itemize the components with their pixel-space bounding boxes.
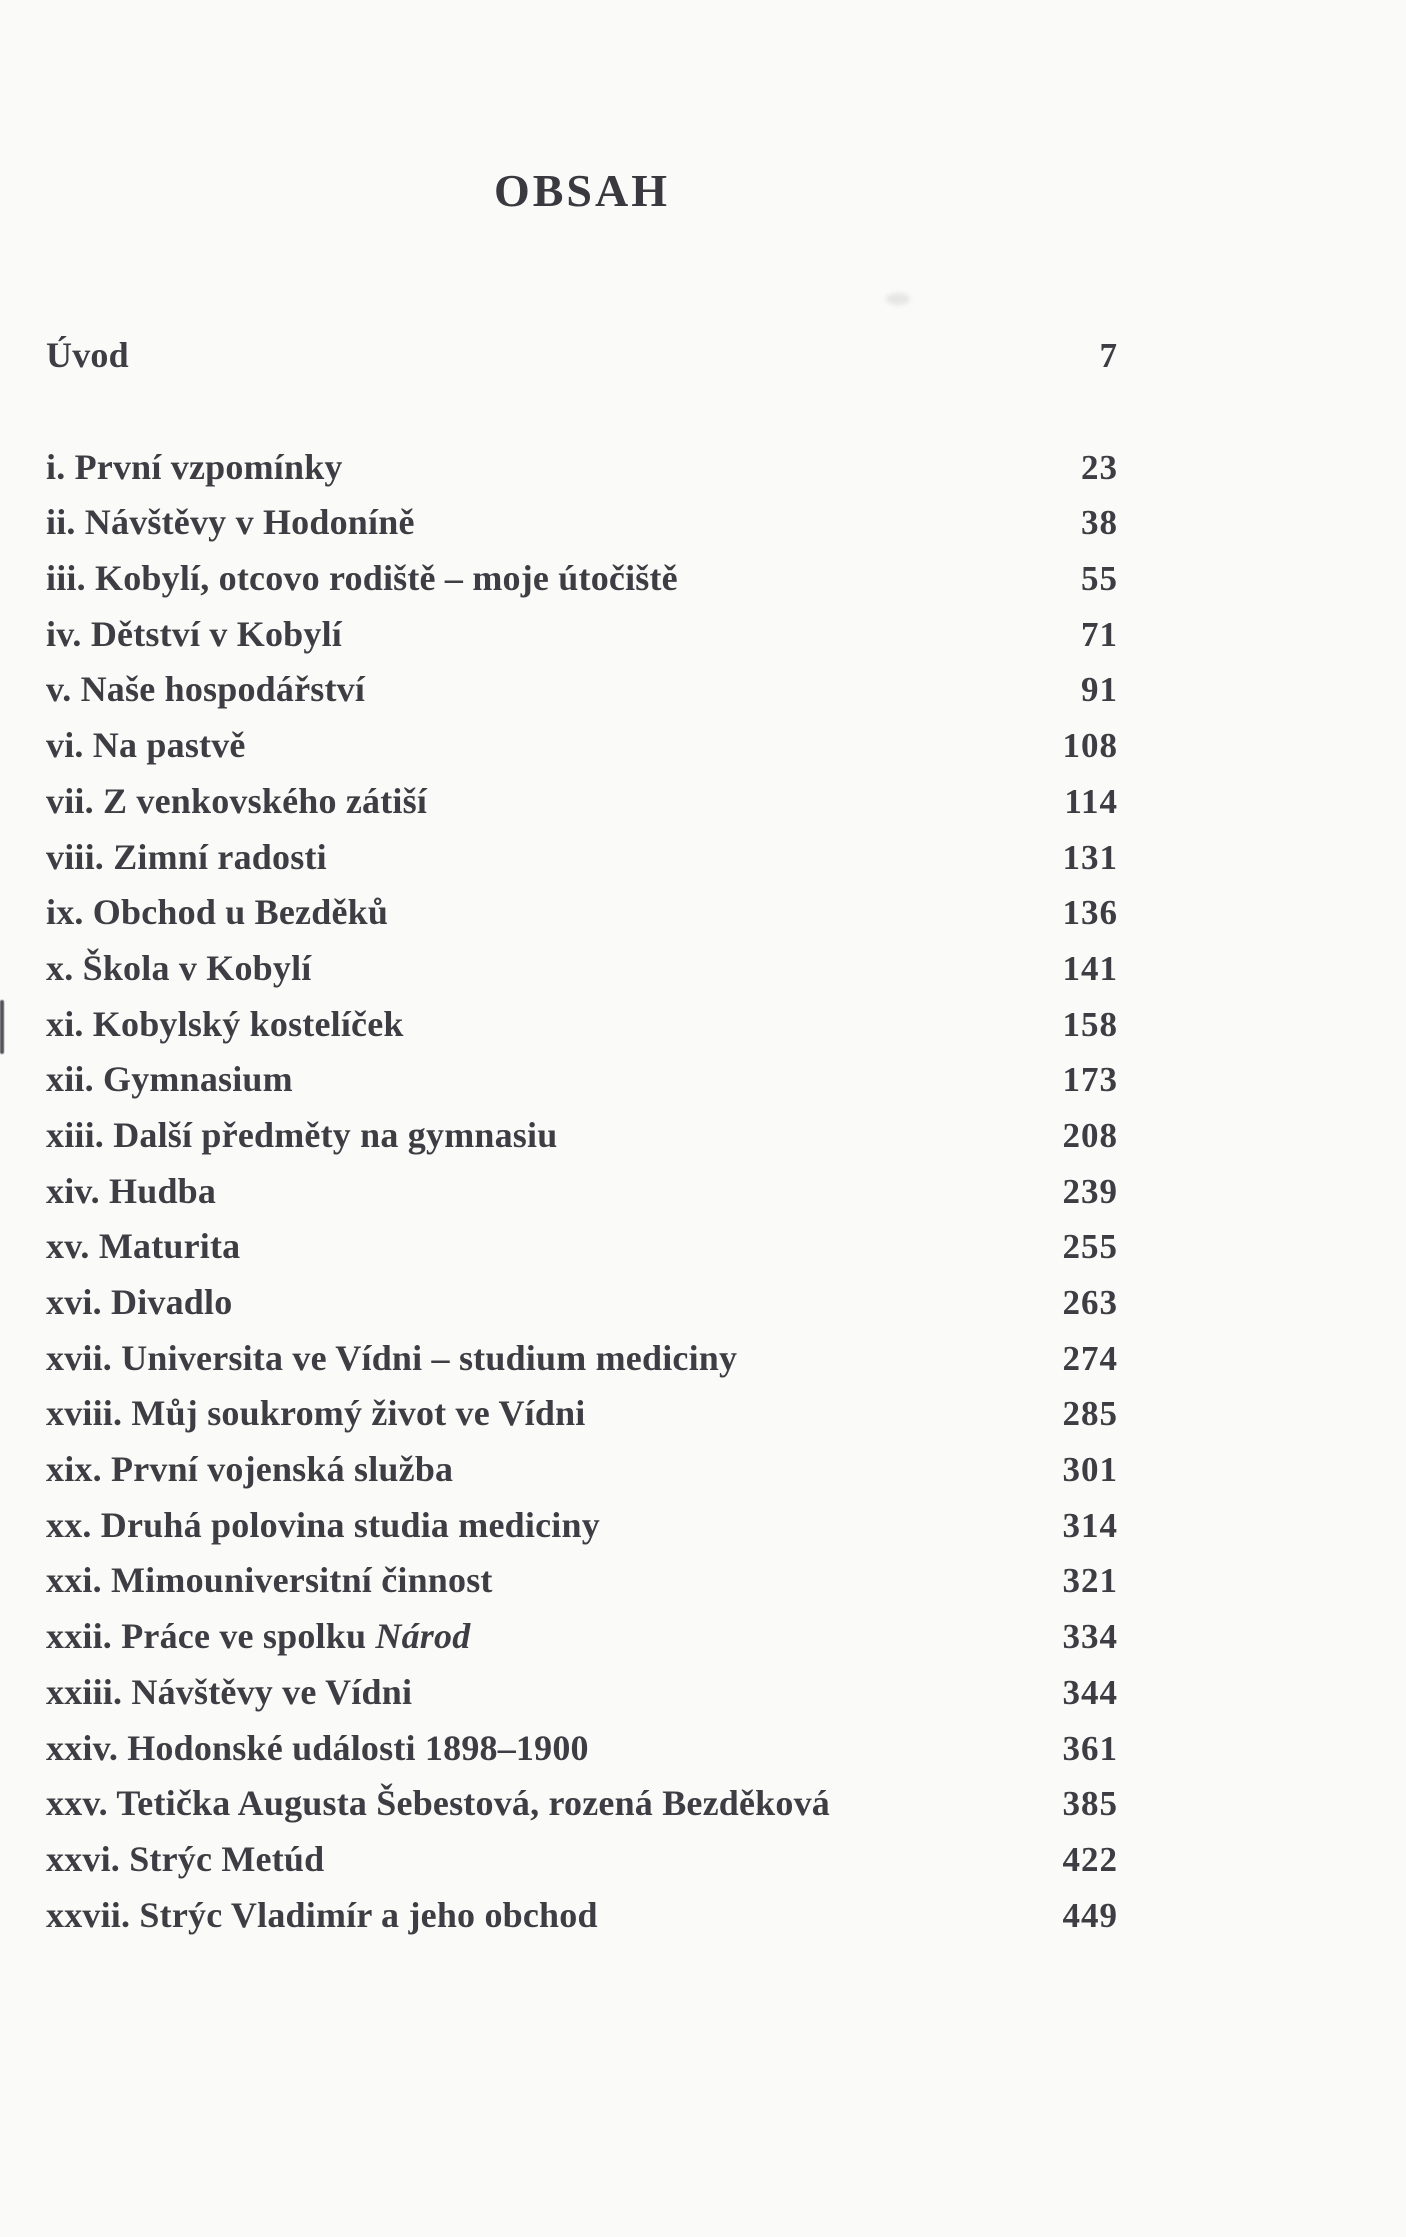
toc-entry-row: [46, 607, 1118, 663]
toc-entry-label: vi. Na pastvě: [46, 725, 246, 766]
toc-entry-row: [46, 1832, 1118, 1888]
toc-entry-row: [46, 1665, 1118, 1721]
toc-entry-page: 334: [1062, 1617, 1118, 1657]
toc-entry-label: xxiv. Hodonské události 1898–1900: [46, 1727, 589, 1768]
toc-intro-label: Úvod: [46, 335, 129, 375]
toc-entry-row: [46, 830, 1118, 886]
toc-entry-label: i. První vzpomínky: [46, 446, 343, 487]
toc-entry-page: 314: [1062, 1505, 1118, 1545]
scan-artifact-smudge: [886, 293, 910, 305]
toc-entry-row: [46, 718, 1118, 774]
toc-entry-label: xvii. Universita ve Vídni – studium mediciny: [46, 1337, 738, 1378]
toc-entry-label: xiv. Hudba: [46, 1170, 217, 1211]
toc-entry-label: v. Naše hospodářství: [46, 669, 366, 710]
toc-entry-row: [46, 1498, 1118, 1554]
toc-entry-row: [46, 941, 1118, 997]
toc-entry-row: [46, 1386, 1118, 1442]
toc-entry-page: 321: [1062, 1561, 1118, 1601]
toc-entry-label: viii. Zimní radosti: [46, 836, 327, 877]
toc-entry-label: xii. Gymnasium: [46, 1059, 293, 1100]
toc-entry-row: [46, 495, 1118, 551]
toc-entry-label: xviii. Můj soukromý život ve Vídni: [46, 1393, 586, 1434]
toc-entry-row: [46, 440, 1118, 496]
toc-entry-label: xxvi. Strýc Metúd: [46, 1838, 325, 1879]
toc-entry-page: 263: [1062, 1283, 1118, 1322]
toc-entry-label: xi. Kobylský kostelíček: [46, 1003, 404, 1044]
toc-entry-page: 449: [1062, 1895, 1118, 1935]
toc-entry-page: 23: [1081, 447, 1118, 487]
toc-entry-row: [46, 1553, 1118, 1609]
toc-entry-page: 114: [1064, 781, 1118, 821]
toc-entry-row: [46, 551, 1118, 607]
toc-entry-row: [46, 662, 1118, 718]
toc-entry-row: [46, 1776, 1118, 1832]
toc-entry-label: xxii. Práce ve spolku Národ: [46, 1616, 471, 1657]
toc-entry-label: xxiii. Návštěvy ve Vídni: [46, 1671, 413, 1712]
toc-entry-page: 285: [1062, 1394, 1118, 1434]
toc-entry-row: [46, 885, 1118, 941]
table-of-contents: [46, 328, 1118, 1943]
toc-entry-label: ix. Obchod u Bezděků: [46, 892, 389, 933]
toc-entry-page: 385: [1062, 1784, 1118, 1824]
toc-entry-row: [46, 1331, 1118, 1387]
toc-entry-row: [46, 774, 1118, 830]
toc-entry-label: xxv. Tetička Augusta Šebestová, rozená Bezděková: [46, 1783, 830, 1824]
toc-entry-page: 344: [1062, 1672, 1118, 1712]
toc-entry-page: 38: [1081, 503, 1118, 543]
toc-entry-page: 301: [1062, 1450, 1118, 1490]
toc-entry-page: 136: [1062, 893, 1118, 933]
toc-entry-label: x. Škola v Kobylí: [46, 947, 312, 988]
toc-entry-row: [46, 1275, 1118, 1331]
toc-entry-label: iii. Kobylí, otcovo rodiště – moje útočiště: [46, 558, 678, 599]
toc-entry-label: ii. Návštěvy v Hodoníně: [46, 502, 415, 543]
toc-entry-row: [46, 1108, 1118, 1164]
toc-entry-page: 274: [1062, 1338, 1118, 1378]
toc-entry-label: xv. Maturita: [46, 1226, 241, 1267]
toc-entry-row: [46, 1219, 1118, 1275]
toc-entry-label: xxi. Mimouniversitní činnost: [46, 1560, 493, 1601]
toc-entry-page: 255: [1062, 1227, 1118, 1267]
toc-entry-page: 108: [1062, 726, 1118, 766]
toc-entry-row: [46, 1888, 1118, 1944]
toc-entry-row: [46, 997, 1118, 1053]
toc-entry-label: xix. První vojenská služba: [46, 1449, 454, 1490]
toc-entry-page: 91: [1081, 670, 1118, 710]
toc-title: OBSAH: [493, 165, 671, 216]
toc-entry-page: 239: [1062, 1171, 1118, 1211]
scan-artifact-left-edge: [0, 1000, 4, 1054]
toc-entry-row: [46, 1164, 1118, 1220]
toc-entry-page: 422: [1062, 1839, 1118, 1879]
toc-entry-row: [46, 1052, 1118, 1108]
toc-entry-page: 158: [1062, 1004, 1118, 1044]
toc-entry-page: 71: [1081, 614, 1118, 654]
toc-entry-page: 55: [1081, 559, 1118, 599]
toc-entry-label: xx. Druhá polovina studia mediciny: [46, 1504, 600, 1545]
toc-entry-label: vii. Z venkovského zátiší: [46, 780, 428, 821]
toc-entry-row: [46, 1609, 1118, 1665]
toc-intro-row: [46, 328, 1118, 384]
toc-entry-page: 361: [1062, 1728, 1118, 1768]
toc-entry-label: xxvii. Strýc Vladimír a jeho obchod: [46, 1894, 598, 1935]
toc-entry-label: xiii. Další předměty na gymnasiu: [46, 1114, 558, 1155]
toc-entry-page: 131: [1062, 837, 1118, 877]
toc-intro-page: 7: [1099, 336, 1118, 375]
toc-entry-label: iv. Dětství v Kobylí: [46, 613, 343, 654]
toc-entry-page: 141: [1062, 948, 1118, 988]
toc-entry-page: 208: [1062, 1115, 1118, 1155]
toc-entries: [46, 440, 1118, 1944]
toc-entry-row: [46, 1442, 1118, 1498]
toc-entry-label: xvi. Divadlo: [46, 1282, 233, 1322]
toc-entry-page: 173: [1062, 1060, 1118, 1100]
toc-entry-row: [46, 1721, 1118, 1777]
